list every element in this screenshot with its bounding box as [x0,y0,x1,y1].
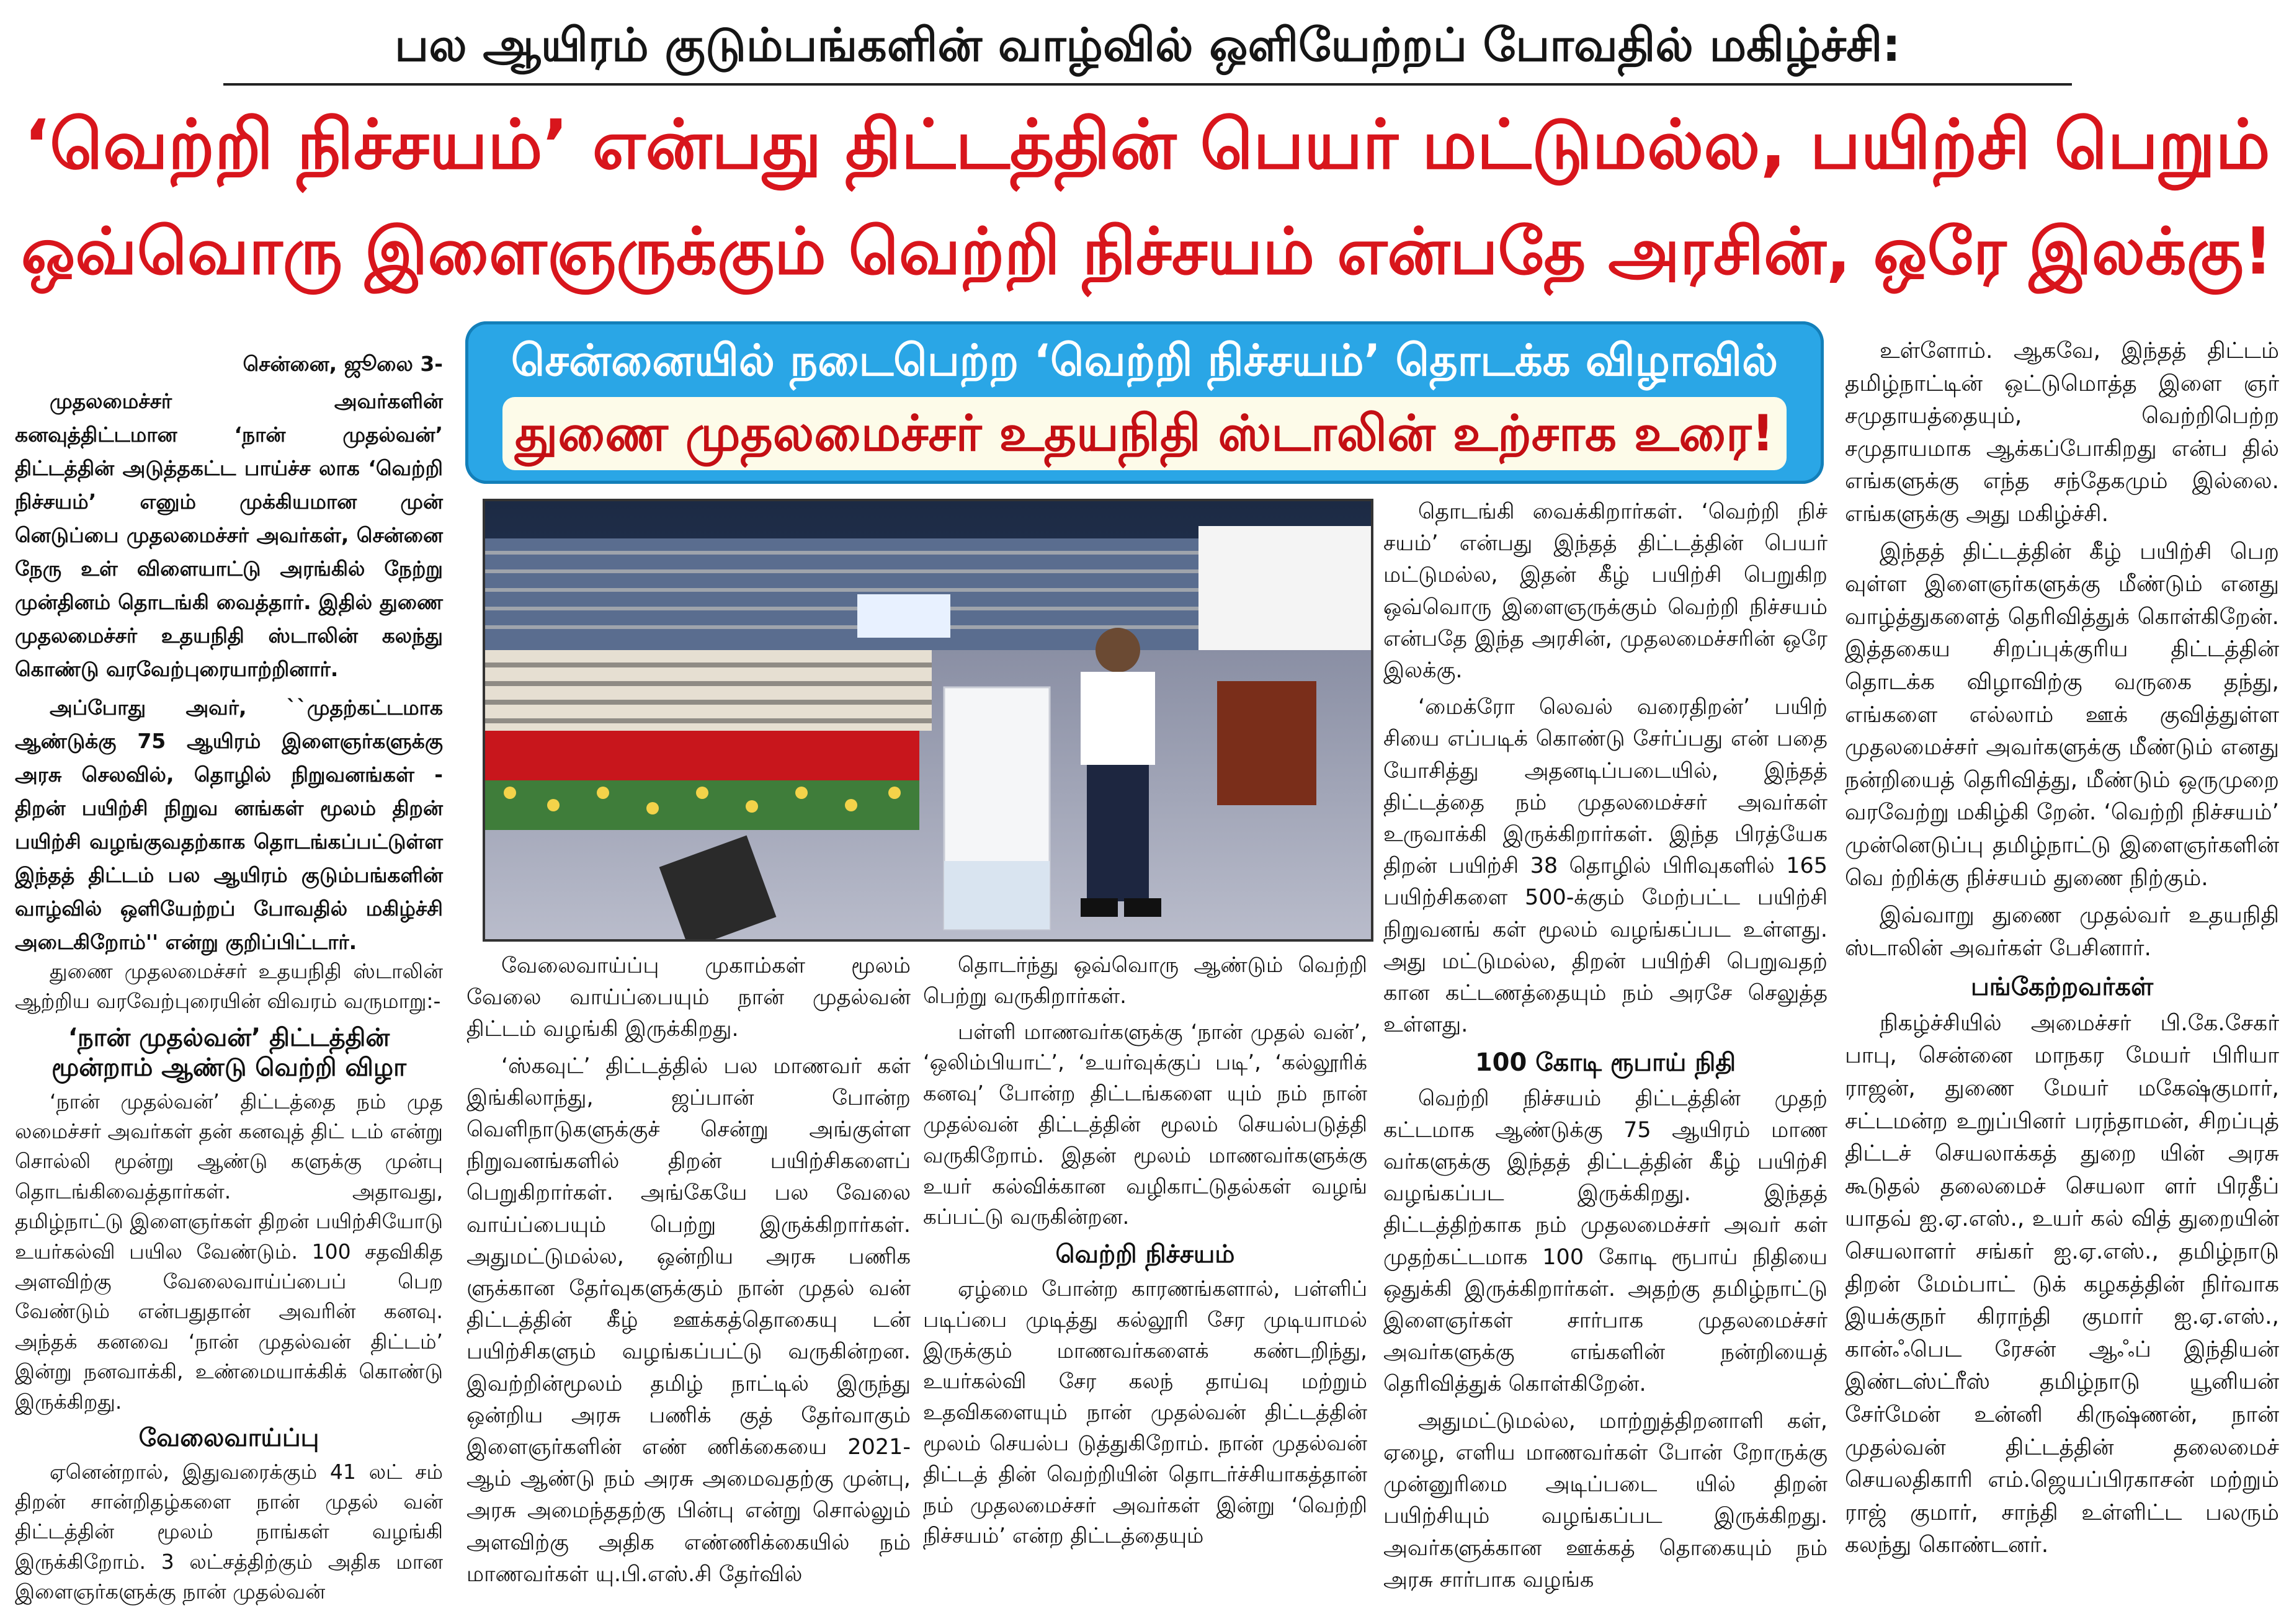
subheading: வேலைவாய்ப்பு [138,1424,319,1453]
headline-line-1: ‘வெற்றி நிச்சயம்’ என்பது திட்டத்தின் பெயர் மட்டுமல்ல, பயிற்சி பெறும் [24,105,2270,184]
paragraph: ஏனென்றால், இதுவரைக்கும் 41 லட் சம் திறன் சான்றிதழ்களை நான் முதல் வன் திட்டத்தின் மூலம் நாங்கள் வழங்கி இருக்கிறோம். 3 லட்சத்திற்கும் அதிக மான இளைஞர்களுக்கு நான் முதல்வன் [15,1459,443,1604]
red-stage-skirt [485,731,919,780]
paragraph: ‘நான் முதல்வன்’ திட்டத்தை நம் முத லமைச்சர் அவர்கள் தன் கனவுத் திட் டம் என்று சொல்லி மூன்று ஆண்டு களுக்கு முன்பு தொடங்கிவைத்தார்கள். அதாவது, தமிழ்நாட்டு இளைஞர்கள் திறன் பயிற்சியோடு உயர்கல்வி பயில வேண்டும். 100 சதவிகித அளவிற்கு வேலைவாய்ப்பைப் பெற வேண்டும் என்பதுதான் அவரின் கனவு. அந்தக் கனவை ‘நான் முதல்வன் திட்டம்’ இன்று நனவாக்கி, உண்மையாக்கிக் கொண்டு இருக்கிறது. [15,1089,443,1414]
paragraph: வெற்றி நிச்சயம் திட்டத்தின் முதற் கட்டமாக ஆண்டுக்கு 75 ஆயிரம் மாண வர்களுக்கு இந்தத் திட்டத்தின் கீழ் பயிற்சி வழங்கப்பட இருக்கிறது. இந்தத் திட்டத்திற்காக நம் முதலமைச்சர் அவர் கள் முதற்கட்டமாக 100 கோடி ரூபாய் நிதியை ஒதுக்கி இருக்கிறார்கள். அதற்கு தமிழ்நாட்டு இளைஞர்கள் சார்பாக முதலமைச்சர் அவர்களுக்கு எங்களின் நன்றியைத் தெரிவித்துக் கொள்கிறேன். [1383,1086,1828,1397]
podium-logo-panel [944,861,1050,929]
dateline: சென்னை, ஜூலை 3- [243,352,443,376]
paragraph: ஏழ்மை போன்ற காரணங்களால், பள்ளிப் படிப்பை முடித்து கல்லூரி சேர முடியாமல் இருக்கும் மாணவர்களைக் கண்டறிந்து, உயர்கல்வி சேர கலந் தாய்வு மற்றும் உதவிகளையும் நான் முதல்வன் திட்டத்தின் மூலம் செயல்ப டுத்துகிறோம். நான் முதல்வன் திட்டத் தின் வெற்றியின் தொடர்ச்சியாகத்தான் நம் முதலமைச்சர் அவர்கள் இன்று ‘வெற்றி நிச்சயம்’ என்ற திட்டத்தையும் [923,1276,1367,1549]
column-5 [1845,335,2279,1567]
paragraph: இவ்வாறு துணை முதல்வர் உதயநிதி ஸ்டாலின் அவர்கள் பேசினார். [1845,903,2279,961]
screen-display [857,594,950,638]
subheading: ‘நான் முதல்வன்’ திட்டத்தின் மூன்றாம் ஆண்டு வெற்றி விழா [51,1023,406,1082]
paragraph: நிகழ்ச்சியில் அமைச்சர் பி.கே.சேகர் பாபு, சென்னை மாநகர மேயர் பிரியா ராஜன், துணை மேயர் மகேஷ்குமார், சட்டமன்ற உறுப்பினர் பரந்தாமன், சிறப்புத் திட்டச் செயலாக்கத் துறை யின் அரசு கூடுதல் தலைமைச் செயலா ளர் பிரதீப் யாதவ் ஐ.ஏ.எஸ்., உயர் கல் வித் துறையின் செயலாளர் சங்கர் ஐ.ஏ.எஸ்., தமிழ்நாடு திறன் மேம்பாட் டுக் கழகத்தின் நிர்வாக இயக்குநர் கிராந்தி குமார் ஐ.ஏ.எஸ்., கான்ஃபெட ரேசன் ஆஃப் இந்தியன் இண்டஸ்ட்ரீஸ் தமிழ்நாடு யூனியன் சேர்மேன் உன்னி கிருஷ்ணன், நான் முதல்வன் திட்டத்தின் தலைமைச் செயலதிகாரி எம்.ஜெயப்பிரகாசன் மற்றும் ராஜ் குமார், சாந்தி உள்ளிட்ட பலரும் கலந்து கொண்டனர். [1845,1010,2279,1558]
column-1 [15,957,443,1612]
speaker-shirt [1081,672,1155,765]
subheading: வெற்றி நிச்சயம் [1055,1240,1235,1269]
intro-paragraph-1: முதலமைச்சர் அவர்களின் கனவுத்திட்டமான ‘நான் முதல்வன்’ திட்டத்தின் அடுத்தகட்ட பாய்ச்ச லாக ‘வெற்றி நிச்சயம்’ எனும் முக்கியமான முன் னெடுப்பை முதலமைச்சர் அவர்கள், சென்னை நேரு உள் விளையாட்டு அரங்கில் நேற்று முன்தினம் தொடங்கி வைத்தார். இதில் துணை முதலமைச்சர் உதயநிதி ஸ்டாலின் கலந்து கொண்டு வரவேற்புரையாற்றினார். [15,389,443,681]
paragraph: ‘ஸ்கவுட்’ திட்டத்தில் பல மாணவர் கள் இங்கிலாந்து, ஜப்பான் போன்ற வெளிநாடுகளுக்குச் சென்று அங்குள்ள நிறுவனங்களில் திறன் பயிற்சிகளைப் பெறுகிறார்கள். அங்கேயே பல வேலை வாய்ப்பையும் பெற்று இருக்கிறார்கள். அதுமட்டுமல்ல, ஒன்றிய அரசு பணிக ளுக்கான தேர்வுகளுக்கும் நான் முதல் வன் திட்டத்தின் கீழ் ஊக்கத்தொகையு டன் பயிற்சிகளும் வழங்கப்பட்டு வருகின்றன. இவற்றின்மூலம் தமிழ் நாட்டில் இருந்து ஒன்றிய அரசு பணிக் குத் தேர்வாகும் இளைஞர்களின் எண் ணிக்கையை 2021-ஆம் ஆண்டு நம் அரசு அமைவதற்கு முன்பு, அரசு அமைந்ததற்கு பின்பு என்று சொல்லும் அளவிற்கு அதிக எண்ணிக்கையில் நம் மாணவர்கள் யு.பி.எஸ்.சி தேர்வில் [466,1053,911,1587]
paragraph: உள்ளோம். ஆகவே, இந்தத் திட்டம் தமிழ்நாட்டின் ஒட்டுமொத்த இளை ஞர் சமுதாயத்தையும், வெற்றிபெற்ற சமுதாயமாக ஆக்கப்போகிறது என்ப தில் எங்களுக்கு எந்த சந்தேகமும் இல்லை. எங்களுக்கு அது மகிழ்ச்சி. [1845,338,2279,527]
paragraph: தொடர்ந்து ஒவ்வொரு ஆண்டும் வெற்றி பெற்று வருகிறார்கள். [923,953,1367,1009]
paragraph: ‘மைக்ரோ லெவல் வரைதிறன்’ பயிற் சியை எப்படிக் கொண்டு சேர்ப்பது என் பதை யோசித்து அதனடிப்படையில், இந்தத் திட்டத்தை நம் முதலமைச்சர் அவர்கள் உருவாக்கி இருக்கிறார்கள். இந்த பிரத்யேக திறன் பயிற்சி 38 தொழில் பிரிவுகளில் 165 பயிற்சிகளை 500-க்கும் மேற்பட்ட பயிற்சி நிறுவனங் கள் மூலம் வழங்கப்பட உள்ளது. அது மட்டுமல்ல, திறன் பயிற்சி பெறுவதற் கான கட்டணத்தையும் நம் அரசே செலுத்த உள்ளது. [1383,695,1828,1038]
paragraph: வேலைவாய்ப்பு முகாம்கள் மூலம் வேலை வாய்ப்பையும் நான் முதல்வன் திட்டம் வழங்கி இருக்கிறது. [466,953,911,1042]
intro-paragraph-2: அப்போது அவர், ``முதற்கட்டமாக ஆண்டுக்கு 75 ஆயிரம் இளைஞர்களுக்கு அரசு செலவில், தொழில் நிறுவனங்கள் - திறன் பயிற்சி நிறுவ னங்கள் மூலம் திறன் பயிற்சி வழங்குவதற்காக தொடங்கப்பட்டுள்ள இந்தத் திட்டம் பல ஆயிரம் குடும்பங்களின் வாழ்வில் ஒளியேற்றப் போவதில் மகிழ்ச்சி அடைகிறோம்'' என்று குறிப்பிட்டார். [15,695,443,954]
kicker-heading: பல ஆயிரம் குடும்பங்களின் வாழ்வில் ஒளியேற்றப் போவதில் மகிழ்ச்சி: [223,19,2072,86]
paragraph: துணை முதலமைச்சர் உதயநிதி ஸ்டாலின் ஆற்றிய வரவேற்புரையின் விவரம் வருமாறு:- [15,959,443,1014]
paragraph: பள்ளி மாணவர்களுக்கு ‘நான் முதல் வன்’, ‘ஒலிம்பியாட்’, ‘உயர்வுக்குப் படி’, ‘கல்லூரிக் கனவு’ போன்ற திட்டங்களை யும் நம் நான் முதல்வன் திட்டத்தின் மூலம் செயல்படுத்தி வருகிறோம். இதன் மூலம் மாணவர்களுக்கு உயர் கல்விக்கான வழிகாட்டுதல்கள் வழங் கப்பட்டு வருகின்றன. [923,1019,1367,1230]
paragraph: அதுமட்டுமல்ல, மாற்றுத்திறனாளி கள், ஏழை, எளிய மாணவர்கள் போன் றோருக்கு முன்னுரிமை அடிப்படை யில் திறன் பயிற்சியும் வழங்கப்பட இருக்கிறது. அவர்களுக்கான ஊக்கத் தொகையும் நம் அரசு சார்பாக வழங்க [1383,1408,1828,1592]
paragraph: இந்தத் திட்டத்தின் கீழ் பயிற்சி பெற வுள்ள இளைஞர்களுக்கு மீண்டும் எனது வாழ்த்துகளைத் தெரிவித்துக் கொள்கிறேன். இத்தகைய சிறப்புக்குரிய திட்டத்தின் தொடக்க விழாவிற்கு வருகை தந்து, எங்களை எல்லாம் ஊக் குவித்துள்ள முதலமைச்சர் அவர்களுக்கு மீண்டும் எனது நன்றியைத் தெரிவித்து, மீண்டும் ஒருமுறை வரவேற்று மகிழ்கி றேன். ‘வெற்றி நிச்சயம்’ முன்னெடுப்பு தமிழ்நாட்டு இளைஞர்களின் வெ ற்றிக்கு நிச்சயம் துணை நிற்கும். [1845,538,2279,891]
column-1-top [15,347,443,964]
subheading: 100 கோடி ரூபாய் நிதி [1475,1048,1736,1077]
speaker-trousers [1087,765,1149,901]
subheading: பங்கேற்றவர்கள் [1970,973,2154,1002]
headline-line-2: ஒவ்வொரு இளைஞருக்கும் வெற்றி நிச்சயம் என்பதே அரசின், ஒரே இலக்கு! [21,213,2273,289]
banner-line-2: துணை முதலமைச்சர் உதயநிதி ஸ்டாலின் உற்சாக உரை! [502,397,1787,470]
event-photo [483,499,1373,942]
guest-chairs [1217,681,1316,805]
column-2 [466,950,911,1595]
column-4 [1383,496,1828,1601]
subheading-banner [465,321,1824,484]
paragraph: தொடங்கி வைக்கிறார்கள். ‘வெற்றி நிச் சயம்’ என்பது இந்தத் திட்டத்தின் பெயர் மட்டுமல்ல, இதன் கீழ் பயிற்சி பெறுகிற ஒவ்வொரு இளைஞருக்கும் வெற்றி நிச்சயம் என்பதே இந்த அரசின், முதலமைச்சரின் ஒரே இலக்கு. [1383,499,1828,684]
banner-line-1: சென்னையில் நடைபெற்ற ‘வெற்றி நிச்சயம்’ தொடக்க விழாவில் [511,335,1779,386]
speaker-head [1096,628,1140,672]
column-3 [923,950,1367,1557]
